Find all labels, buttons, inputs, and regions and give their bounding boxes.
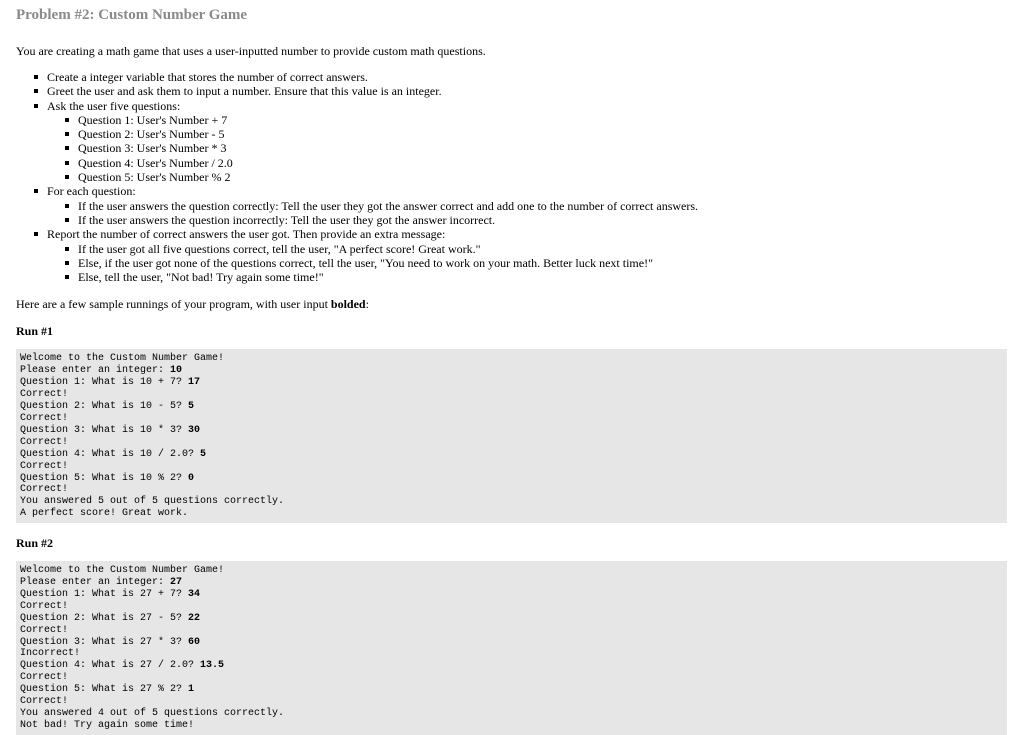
console-line	[20, 637, 200, 648]
console-line	[20, 696, 68, 707]
console-output: Welcome to the Custom Number Game!	[20, 353, 225, 365]
console-output: Correct!	[20, 696, 69, 708]
list-item: Question 5: User's Number % 2	[78, 170, 1008, 184]
run-1-console	[16, 349, 1007, 523]
console-output: Question 3: What is 27 * 3?	[20, 636, 189, 648]
console-output: Question 3: What is 10 * 3?	[20, 424, 189, 436]
each-question-list	[47, 199, 1008, 228]
console-line	[20, 589, 200, 600]
console-output: Correct!	[20, 484, 69, 496]
console-line	[20, 401, 194, 412]
console-output: Please enter an integer:	[20, 577, 171, 589]
console-output: You answered 5 out of 5 questions correctly.	[20, 496, 285, 508]
console-line	[20, 473, 194, 484]
console-line	[20, 613, 200, 624]
console-line	[20, 508, 188, 519]
list-item-label: Ask the user five questions:	[47, 98, 181, 113]
list-item: If the user answers the question incorrectly: Tell the user they got the answer incorrect.	[78, 213, 1008, 227]
console-line	[20, 461, 68, 472]
list-item: If the user got all five questions correct, tell the user, "A perfect score! Great work."	[78, 242, 1008, 256]
console-line	[20, 365, 182, 376]
console-line	[20, 496, 284, 507]
console-output: Question 4: What is 10 / 2.0?	[20, 448, 201, 460]
console-line	[20, 577, 182, 588]
instruction-list	[16, 70, 1008, 284]
console-user-input: 0	[188, 472, 195, 484]
samples-suffix: :	[365, 297, 369, 312]
console-output: Please enter an integer:	[20, 365, 171, 377]
list-item: Create a integer variable that stores the number of correct answers.	[47, 70, 1008, 84]
console-output: Question 1: What is 27 + 7?	[20, 588, 189, 600]
console-output: Incorrect!	[20, 648, 81, 660]
console-line	[20, 377, 200, 388]
console-line	[20, 708, 284, 719]
console-output: A perfect score! Great work.	[20, 508, 189, 520]
console-user-input: 30	[188, 424, 201, 436]
console-user-input: 1	[188, 684, 195, 696]
list-item: Question 4: User's Number / 2.0	[78, 156, 1008, 170]
console-line	[20, 648, 80, 659]
run-2-title: Run #2	[16, 536, 54, 551]
console-line	[20, 625, 68, 636]
list-item	[47, 184, 1008, 227]
messages-list	[47, 242, 1008, 285]
console-output: Question 2: What is 10 - 5?	[20, 401, 189, 413]
console-user-input: 5	[200, 448, 207, 460]
console-line	[20, 684, 194, 695]
console-user-input: 60	[188, 636, 201, 648]
console-user-input: 5	[188, 401, 195, 413]
console-output: Correct!	[20, 460, 69, 472]
console-line	[20, 672, 68, 683]
problem-document	[16, 0, 1008, 735]
console-line	[20, 449, 206, 460]
page-title: Problem #2: Custom Number Game	[16, 7, 248, 23]
console-output: Question 2: What is 27 - 5?	[20, 612, 189, 624]
samples-prefix: Here are a few sample runnings of your program, with user input	[16, 297, 331, 312]
console-output: Correct!	[20, 436, 69, 448]
console-user-input: 13.5	[200, 660, 225, 672]
console-output: Welcome to the Custom Number Game!	[20, 565, 225, 577]
list-item	[47, 99, 1008, 185]
list-item: Question 2: User's Number - 5	[78, 127, 1008, 141]
console-user-input: 17	[188, 377, 201, 389]
console-line	[20, 660, 224, 671]
console-user-input: 22	[188, 612, 201, 624]
list-item: Question 1: User's Number + 7	[78, 113, 1008, 127]
list-item-label: For each question:	[47, 184, 136, 199]
console-output: Question 5: What is 10 % 2?	[20, 472, 189, 484]
console-line	[20, 389, 68, 400]
list-item	[47, 227, 1008, 284]
console-user-input: 27	[170, 577, 183, 589]
console-user-input: 10	[170, 365, 183, 377]
list-item: Else, if the user got none of the questions correct, tell the user, "You need to work on your math. Better luck next time!"	[78, 256, 1008, 270]
console-line	[20, 601, 68, 612]
intro-paragraph: You are creating a math game that uses a user-inputted number to provide custom math questions.	[16, 44, 486, 58]
console-output: Correct!	[20, 672, 69, 684]
console-output: Not bad! Try again some time!	[20, 719, 195, 731]
run-2-console	[16, 561, 1007, 735]
list-item: Question 3: User's Number * 3	[78, 141, 1008, 155]
console-output: Question 1: What is 10 + 7?	[20, 377, 189, 389]
console-line	[20, 353, 224, 364]
run-1-title: Run #1	[16, 324, 54, 339]
console-output: Correct!	[20, 389, 69, 401]
console-output: Question 5: What is 27 % 2?	[20, 684, 189, 696]
console-output: Correct!	[20, 624, 69, 636]
samples-bold: bolded	[330, 297, 366, 312]
console-line	[20, 484, 68, 495]
console-output: Question 4: What is 27 / 2.0?	[20, 660, 201, 672]
questions-list	[47, 113, 1008, 184]
list-item: Greet the user and ask them to input a number. Ensure that this value is an integer.	[47, 84, 1008, 98]
console-line	[20, 425, 200, 436]
list-item: If the user answers the question correctly: Tell the user they got the answer correct and add one to the number of correct answers.	[78, 199, 1008, 213]
list-item-label: Report the number of correct answers the user got. Then provide an extra message:	[47, 227, 446, 242]
console-user-input: 34	[188, 588, 201, 600]
console-line	[20, 565, 224, 576]
console-output: Correct!	[20, 600, 69, 612]
list-item: Else, tell the user, "Not bad! Try again some time!"	[78, 270, 1008, 284]
console-line	[20, 413, 68, 424]
console-line	[20, 437, 68, 448]
console-output: Correct!	[20, 412, 69, 424]
console-output: You answered 4 out of 5 questions correctly.	[20, 708, 285, 720]
console-line	[20, 720, 194, 731]
samples-paragraph	[16, 297, 1008, 311]
